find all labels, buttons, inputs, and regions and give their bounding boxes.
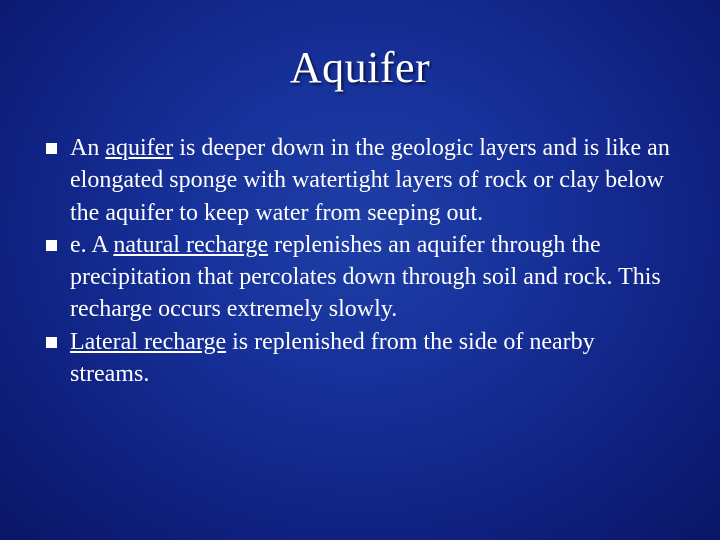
bullet-text	[70, 232, 661, 323]
underlined-term: aquifer	[105, 135, 174, 161]
square-bullet-icon	[46, 337, 57, 348]
slide-title: Aquifer	[289, 43, 431, 92]
square-bullet-icon	[46, 240, 57, 251]
text-run: replenishes an aquifer through the precipitation that percolates down through soil and rock. This recharge occurs extremely slowly.	[70, 231, 661, 323]
text-run: is replenished from the side of nearby streams.	[70, 328, 595, 388]
bullet-text	[70, 329, 595, 387]
bullet-text	[70, 135, 670, 226]
bullet-item	[46, 229, 676, 326]
text-run: An	[70, 135, 106, 161]
bullet-item	[46, 326, 676, 391]
underlined-term: natural recharge	[113, 231, 269, 258]
square-bullet-icon	[46, 143, 57, 154]
bullet-item	[46, 132, 676, 229]
text-run: e. A	[70, 231, 114, 258]
underlined-term: Lateral recharge	[70, 328, 227, 355]
bullet-list	[46, 132, 676, 390]
text-run: is deeper down in the geologic layers and is like an elongated sponge with watertight layers of rock or clay below the aquifer to keep water from seeping out.	[70, 135, 670, 226]
